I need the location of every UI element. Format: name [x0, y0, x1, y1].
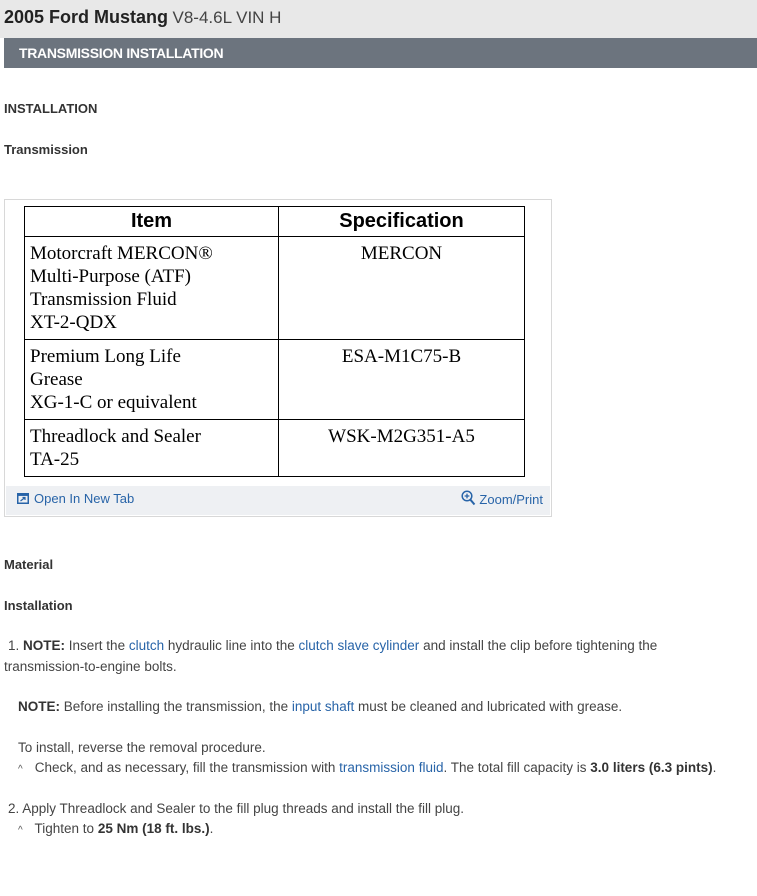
column-header-specification: Specification	[279, 207, 525, 237]
step-1	[8, 636, 657, 656]
step-text: hydraulic line into the	[167, 638, 295, 653]
item-line: Premium Long Life	[30, 346, 181, 367]
note-text: Before installing the transmission, the	[63, 699, 289, 714]
item-cell	[25, 237, 279, 340]
zoom-print-label: Zoom/Print	[479, 492, 543, 507]
section-title: TRANSMISSION INSTALLATION	[4, 38, 757, 68]
table-row	[25, 340, 525, 420]
item-line: TA-25	[30, 449, 80, 470]
zoom-print-link[interactable]	[461, 488, 543, 507]
column-header-item: Item	[25, 207, 279, 237]
table-row	[25, 237, 525, 340]
heading-installation: Installation	[4, 598, 73, 613]
spec-cell: ESA-M1C75-B	[279, 340, 525, 420]
substep-text: Tighten to	[34, 821, 95, 836]
figure-footer	[6, 486, 550, 515]
fill-check-substep	[18, 758, 716, 780]
heading-installation-top: INSTALLATION	[4, 101, 98, 116]
open-in-new-tab-label: Open In New Tab	[34, 491, 135, 506]
zoom-in-icon	[461, 490, 476, 506]
torque-substep	[18, 819, 213, 841]
input-shaft-link[interactable]: input shaft	[291, 699, 355, 714]
item-line: Multi-Purpose (ATF)	[30, 266, 191, 287]
item-cell	[25, 420, 279, 477]
item-line: Grease	[30, 369, 83, 390]
step-number: 1.	[8, 638, 20, 653]
spec-cell: MERCON	[279, 237, 525, 340]
fill-capacity-value: 3.0 liters (6.3 pints)	[590, 760, 713, 775]
clutch-slave-cylinder-link[interactable]: clutch slave cylinder	[298, 638, 420, 653]
step-text: and install the clip before tightening the	[423, 638, 658, 653]
vehicle-title-bar	[0, 0, 757, 38]
note-label: NOTE:	[18, 699, 60, 714]
note-text: must be cleaned and lubricated with grease.	[357, 699, 623, 714]
step-text: Apply Threadlock and Sealer to the fill plug threads and install the fill plug.	[22, 801, 465, 816]
step-text: Insert the	[68, 638, 126, 653]
substep-text: .	[712, 760, 717, 775]
open-new-tab-icon	[17, 493, 29, 504]
item-cell	[25, 340, 279, 420]
install-instruction: To install, reverse the removal procedure.	[18, 740, 266, 755]
item-line: XT-2-QDX	[30, 312, 117, 333]
item-line: Transmission Fluid	[30, 289, 177, 310]
spec-table	[24, 206, 525, 477]
item-line: XG-1-C or equivalent	[30, 392, 197, 413]
item-line: Threadlock and Sealer	[30, 426, 201, 447]
step-1-continuation: transmission-to-engine bolts.	[4, 659, 177, 674]
heading-material: Material	[4, 557, 54, 572]
spec-cell: WSK-M2G351-A5	[279, 420, 525, 477]
substep-text: . The total fill capacity is	[443, 760, 587, 775]
transmission-fluid-link[interactable]: transmission fluid	[339, 760, 444, 775]
spec-figure	[4, 199, 552, 517]
note-input-shaft	[18, 697, 622, 717]
vehicle-name: 2005 Ford Mustang	[4, 7, 169, 27]
caret-icon: ^	[18, 825, 23, 836]
heading-transmission: Transmission	[4, 142, 88, 157]
clutch-link[interactable]: clutch	[128, 638, 165, 653]
caret-icon: ^	[18, 764, 23, 775]
step-2	[8, 799, 464, 819]
open-in-new-tab-link[interactable]	[17, 491, 134, 506]
engine-spec: V8-4.6L VIN H	[172, 8, 282, 27]
substep-text: Check, and as necessary, fill the transmission with	[34, 760, 336, 775]
note-label: NOTE:	[23, 638, 66, 653]
table-row	[25, 420, 525, 477]
torque-value: 25 Nm (18 ft. lbs.)	[97, 821, 210, 836]
substep-text: .	[209, 821, 214, 836]
item-line: Motorcraft MERCON®	[30, 243, 213, 264]
step-number: 2.	[8, 801, 20, 816]
